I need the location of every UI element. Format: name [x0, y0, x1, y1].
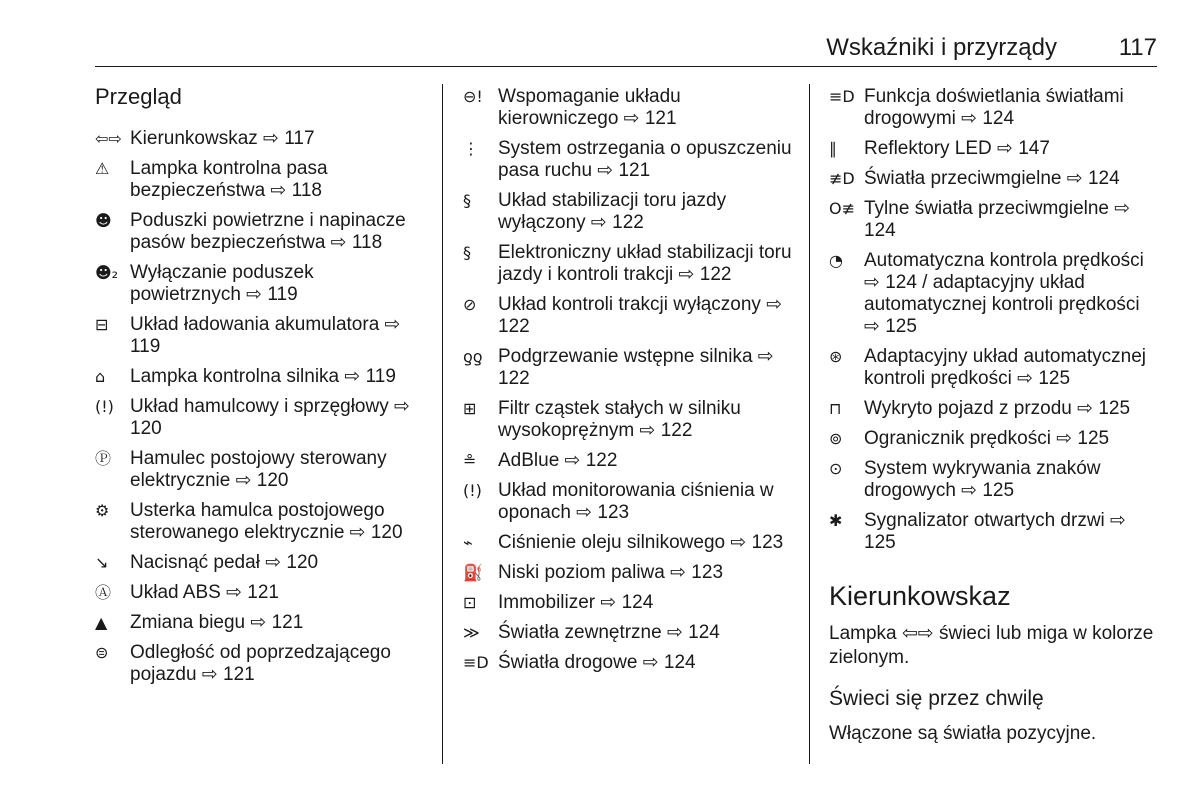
indicator-item — [95, 582, 425, 604]
page-number: 117 — [1118, 34, 1157, 61]
indicator-item — [829, 510, 1159, 554]
indicator-icon: ⊙ — [829, 459, 843, 478]
paragraph: Lampka ⇦⇨ świeci lub miga w kolorze zielonym. — [829, 623, 1154, 668]
page-header — [95, 34, 1157, 67]
indicator-icon: ≡D — [463, 653, 489, 672]
indicator-item — [829, 398, 1159, 420]
indicator-item — [95, 262, 425, 306]
indicator-icon: ▲ — [95, 613, 108, 632]
indicator-text: Lampka kontrolna silnika ⇨ 119 — [130, 366, 396, 387]
indicator-item — [829, 458, 1159, 502]
section-heading: Kierunkowskaz — [829, 581, 1011, 611]
indicator-item — [463, 652, 793, 674]
indicator-icon: Ⓟ — [95, 449, 112, 468]
indicator-item — [829, 168, 1159, 190]
indicator-icon: ⊞ — [463, 399, 477, 418]
indicator-text: System wykrywania znaków drogowych ⇨ 125 — [864, 458, 1101, 501]
indicator-text: Układ hamulcowy i sprzęgłowy ⇨ 120 — [130, 396, 410, 439]
indicator-item — [95, 448, 425, 492]
indicator-text: Światła przeciwmgielne ⇨ 124 — [864, 168, 1120, 189]
indicator-text: Wykryto pojazd z przodu ⇨ 125 — [864, 398, 1131, 419]
indicator-text: Odległość od poprzedzającego pojazdu ⇨ 121 — [130, 642, 391, 685]
column-three — [829, 86, 1159, 746]
indicator-item — [463, 242, 793, 286]
indicator-item — [829, 198, 1159, 242]
indicator-icon: O≢ — [829, 199, 855, 218]
indicator-text: Tylne światła przeciwmgielne ⇨ 124 — [864, 198, 1131, 241]
indicator-icon: ⚙ — [95, 501, 110, 520]
indicator-item — [95, 314, 425, 358]
indicator-icon: ⚠ — [95, 159, 110, 178]
page-header-title: Wskaźniki i przyrządy — [826, 34, 1057, 61]
indicator-text: Filtr cząstek stałych w silniku wysokoprężnym ⇨ 122 — [498, 398, 741, 441]
indicator-item — [829, 428, 1159, 450]
indicator-text: Lampka kontrolna pasa bezpieczeństwa ⇨ 118 — [130, 158, 328, 201]
indicator-text: Ciśnienie oleju silnikowego ⇨ 123 — [498, 532, 784, 553]
indicator-item — [95, 642, 425, 686]
indicator-icon: ∥ — [829, 139, 837, 158]
indicator-icon: ≡D — [829, 87, 855, 106]
indicator-icon: ⊜ — [95, 643, 109, 662]
indicator-icon: ⊛ — [829, 347, 843, 366]
subsection-heading: Świeci się przez chwilę — [829, 687, 1044, 710]
indicator-item — [95, 612, 425, 634]
indicator-icon: ⇦⇨ — [95, 129, 122, 148]
indicator-text: Układ ładowania akumulatora ⇨ 119 — [130, 314, 401, 357]
indicator-icon: ⊖! — [463, 87, 483, 106]
indicator-icon: ✱ — [829, 511, 843, 530]
indicator-item — [829, 346, 1159, 390]
indicator-text: Automatyczna kontrola prędkości ⇨ 124 / adaptacyjny układ automatycznej kontroli prędkości ⇨ 125 — [864, 250, 1144, 337]
indicator-icon: ⊘ — [463, 295, 477, 314]
indicator-text: Układ ABS ⇨ 121 — [130, 582, 280, 603]
indicator-icon: ƍƍ — [463, 347, 483, 366]
indicator-text: Elektroniczny układ stabilizacji toru jazdy i kontroli trakcji ⇨ 122 — [498, 242, 792, 285]
indicator-text: Wspomaganie układu kierowniczego ⇨ 121 — [498, 86, 681, 129]
indicator-list — [463, 86, 793, 674]
paragraph: Włączone są światła pozycyjne. — [829, 723, 1097, 744]
indicator-item — [463, 532, 793, 554]
indicator-text: Adaptacyjny układ automatycznej kontroli prędkości ⇨ 125 — [864, 346, 1146, 389]
indicator-text: Niski poziom paliwa ⇨ 123 — [498, 562, 724, 583]
section-title: Przegląd — [95, 84, 182, 109]
indicator-list — [829, 86, 1159, 554]
indicator-icon: ⋮ — [463, 139, 479, 158]
indicator-item — [463, 86, 793, 130]
indicator-item — [95, 500, 425, 544]
indicator-item — [463, 190, 793, 234]
indicator-icon: ≗ — [463, 451, 477, 470]
column-divider — [809, 84, 810, 764]
indicator-icon: ≫ — [463, 623, 480, 642]
indicator-text: AdBlue ⇨ 122 — [498, 450, 618, 471]
indicator-text: Ogranicznik prędkości ⇨ 125 — [864, 428, 1110, 449]
indicator-icon: Ⓐ — [95, 583, 112, 602]
indicator-icon: ⊡ — [463, 593, 477, 612]
indicator-text: Podgrzewanie wstępne silnika ⇨ 122 — [498, 346, 774, 389]
indicator-item — [829, 138, 1159, 160]
indicator-text: Reflektory LED ⇨ 147 — [864, 138, 1050, 159]
indicator-text: System ostrzegania o opuszczeniu pasa ruchu ⇨ 121 — [498, 138, 792, 181]
indicator-icon: ≢D — [829, 169, 855, 188]
indicator-item — [95, 210, 425, 254]
indicator-item — [463, 346, 793, 390]
indicator-item — [95, 552, 425, 574]
indicator-item — [95, 128, 425, 150]
indicator-text: Sygnalizator otwartych drzwi ⇨ 125 — [864, 510, 1126, 553]
indicator-icon: (!) — [463, 481, 482, 500]
column-divider — [442, 84, 443, 764]
indicator-text: Immobilizer ⇨ 124 — [498, 592, 654, 613]
indicator-icon: § — [463, 243, 471, 262]
indicator-text: Nacisnąć pedał ⇨ 120 — [130, 552, 319, 573]
indicator-icon: ⊟ — [95, 315, 109, 334]
indicator-item — [463, 592, 793, 614]
indicator-item — [95, 366, 425, 388]
indicator-icon: ⊓ — [829, 399, 842, 418]
indicator-icon: § — [463, 191, 471, 210]
indicator-item — [463, 622, 793, 644]
indicator-icon: ⛽ — [463, 563, 483, 582]
indicator-text: Zmiana biegu ⇨ 121 — [130, 612, 304, 633]
indicator-item — [463, 562, 793, 584]
indicator-text: Układ monitorowania ciśnienia w oponach ⇨ 123 — [498, 480, 774, 523]
indicator-text: Funkcja doświetlania światłami drogowymi ⇨ 124 — [864, 86, 1124, 129]
indicator-item — [463, 450, 793, 472]
indicator-text: Kierunkowskaz ⇨ 117 — [130, 128, 315, 149]
indicator-item — [463, 398, 793, 442]
indicator-list — [95, 128, 425, 686]
indicator-icon: ☻₂ — [95, 263, 119, 282]
indicator-text: Poduszki powietrzne i napinacze pasów bezpieczeństwa ⇨ 118 — [130, 210, 406, 253]
indicator-icon: ⌂ — [95, 367, 106, 386]
indicator-item — [463, 138, 793, 182]
indicator-text: Układ kontroli trakcji wyłączony ⇨ 122 — [498, 294, 783, 337]
indicator-text: Układ stabilizacji toru jazdy wyłączony ⇨ 122 — [498, 190, 727, 233]
indicator-text: Hamulec postojowy sterowany elektrycznie ⇨ 120 — [130, 448, 387, 491]
indicator-item — [95, 158, 425, 202]
indicator-text: Światła drogowe ⇨ 124 — [498, 652, 696, 673]
column-two — [463, 86, 793, 682]
indicator-icon: (!) — [95, 397, 114, 416]
indicator-item — [95, 396, 425, 440]
indicator-icon: ⌁ — [463, 533, 473, 552]
indicator-icon: ↘ — [95, 553, 109, 572]
indicator-text: Wyłączanie poduszek powietrznych ⇨ 119 — [130, 262, 314, 305]
indicator-item — [829, 250, 1159, 338]
indicator-item — [463, 480, 793, 524]
indicator-icon: ☻ — [95, 211, 112, 230]
indicator-icon: ◔ — [829, 251, 843, 270]
indicator-text: Usterka hamulca postojowego sterowanego elektrycznie ⇨ 120 — [130, 500, 403, 543]
indicator-item — [463, 294, 793, 338]
indicator-icon: ⊚ — [829, 429, 843, 448]
indicator-item — [829, 86, 1159, 130]
column-overview — [95, 84, 425, 694]
indicator-text: Światła zewnętrzne ⇨ 124 — [498, 622, 720, 643]
